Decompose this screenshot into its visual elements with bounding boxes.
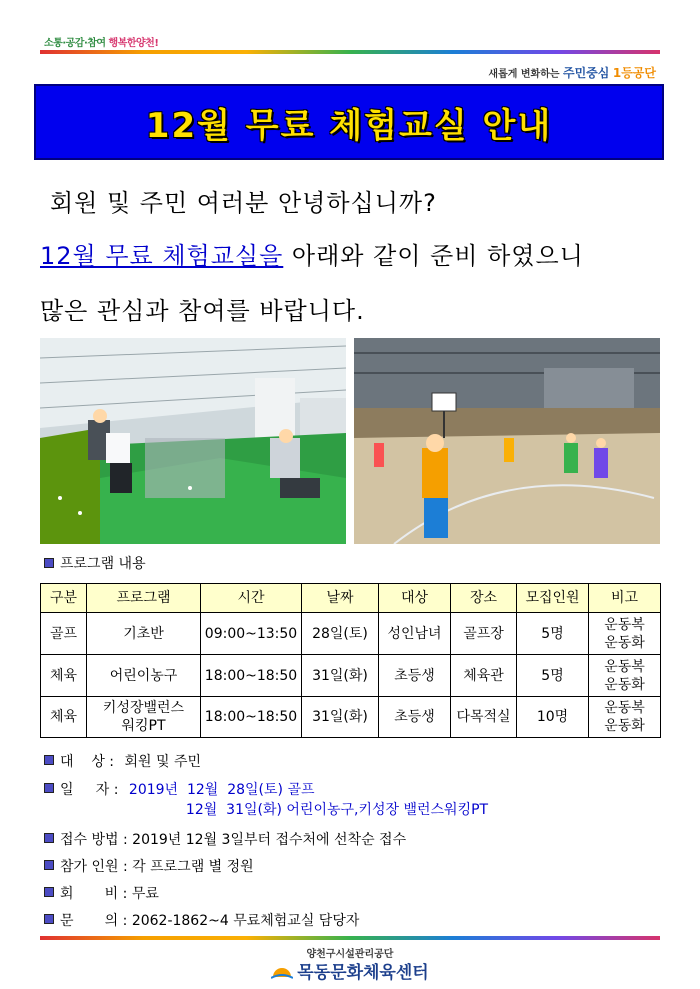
- table-cell: 골프장: [451, 613, 517, 655]
- table-header-row: [41, 584, 661, 613]
- bullet-square-icon: [44, 755, 54, 765]
- table-cell: 18:00~18:50: [201, 697, 302, 738]
- sub-slogan: 새롭게 변화하는 주민중심 1등공단: [488, 66, 656, 80]
- footer-center-name: 목동문화체육센터: [0, 958, 700, 984]
- table-cell: 28일(토): [302, 613, 379, 655]
- table-cell: 18:00~18:50: [201, 655, 302, 697]
- bullet-square-icon: [44, 833, 54, 843]
- info-participants: 참가 인원 : 각 프로그램 별 정원: [44, 856, 254, 876]
- basketball-class-photo: [354, 338, 660, 544]
- table-cell: 운동복 운동화: [589, 655, 661, 697]
- intro-line-2: 12월 무료 체험교실을 아래와 같이 준비 하였으니: [40, 242, 584, 270]
- table-header-cell: 대상: [379, 584, 451, 613]
- table-cell: 운동복 운동화: [589, 697, 661, 738]
- bullet-square-icon: [44, 860, 54, 870]
- table-cell: 체육: [41, 655, 87, 697]
- table-cell: 골프: [41, 613, 87, 655]
- table-header-cell: 날짜: [302, 584, 379, 613]
- table-row: [41, 697, 661, 738]
- table-cell: 어린이농구: [87, 655, 201, 697]
- table-header-cell: 장소: [451, 584, 517, 613]
- table-cell: 성인남녀: [379, 613, 451, 655]
- table-cell: 운동복 운동화: [589, 613, 661, 655]
- info-date-line-1: 2019년 12월 28일(토) 골프: [128, 782, 315, 798]
- bottom-rainbow-divider: [40, 936, 660, 940]
- table-row: [41, 655, 661, 697]
- page-title: 12월 무료 체험교실 안내: [145, 105, 553, 146]
- header-slogan: 소통·공감·참여 행복한양천!: [44, 38, 159, 49]
- intro-line-3: 많은 관심과 참여를 바랍니다.: [40, 297, 365, 325]
- top-rainbow-divider: [40, 50, 660, 54]
- bullet-square-icon: [44, 914, 54, 924]
- bullet-square-icon: [44, 558, 54, 568]
- header-slogan-emphasis: 행복한양천!: [108, 38, 159, 49]
- intro-highlight-link: 12월 무료 체험교실을: [40, 242, 284, 270]
- table-row: [41, 613, 661, 655]
- info-date-line-2: 12월 31일(화) 어린이농구,키성장 밸런스워킹PT: [185, 802, 489, 818]
- table-cell: 초등생: [379, 655, 451, 697]
- info-target: 대 상 : 회원 및 주민: [44, 751, 201, 771]
- table-cell: 31일(화): [302, 655, 379, 697]
- table-cell: 5명: [517, 655, 589, 697]
- program-section-header: 프로그램 내용: [44, 553, 146, 573]
- intro-line-1: 회원 및 주민 여러분 안녕하십니까?: [50, 189, 437, 217]
- sub-slogan-logo-text: 1등공단: [612, 66, 656, 80]
- table-header-cell: 프로그램: [87, 584, 201, 613]
- info-reception: 접수 방법 : 2019년 12월 3일부터 접수처에 선착순 접수: [44, 829, 406, 849]
- table-cell: 09:00~13:50: [201, 613, 302, 655]
- table-cell: 다목적실: [451, 697, 517, 738]
- table-cell: 체육: [41, 697, 87, 738]
- table-header-cell: 시간: [201, 584, 302, 613]
- bullet-square-icon: [44, 783, 54, 793]
- table-cell: 31일(화): [302, 697, 379, 738]
- info-date: 일 자 : 2019년 12월 28일(토) 골프 12월 31일(화) 어린이농구,키성장 밸런스워킹PT: [44, 779, 488, 819]
- title-banner: [34, 84, 664, 160]
- table-cell: 기초반: [87, 613, 201, 655]
- table-cell: 초등생: [379, 697, 451, 738]
- table-cell: 체육관: [451, 655, 517, 697]
- table-header-cell: 비고: [589, 584, 661, 613]
- sub-slogan-highlight: 주민중심: [563, 66, 610, 80]
- info-contact: 문 의 : 2062-1862~4 무료체험교실 담당자: [44, 910, 359, 930]
- program-table: [40, 583, 661, 738]
- table-header-cell: 구분: [41, 584, 87, 613]
- table-header-cell: 모집인원: [517, 584, 589, 613]
- bullet-square-icon: [44, 887, 54, 897]
- table-cell: 키성장밸런스 워킹PT: [87, 697, 201, 738]
- info-fee: 회 비 : 무료: [44, 883, 159, 903]
- table-cell: 10명: [517, 697, 589, 738]
- footer-organization: 양천구시설관리공단: [306, 949, 394, 960]
- table-cell: 5명: [517, 613, 589, 655]
- golf-practice-photo: [40, 338, 346, 544]
- sun-logo-icon: [271, 963, 293, 984]
